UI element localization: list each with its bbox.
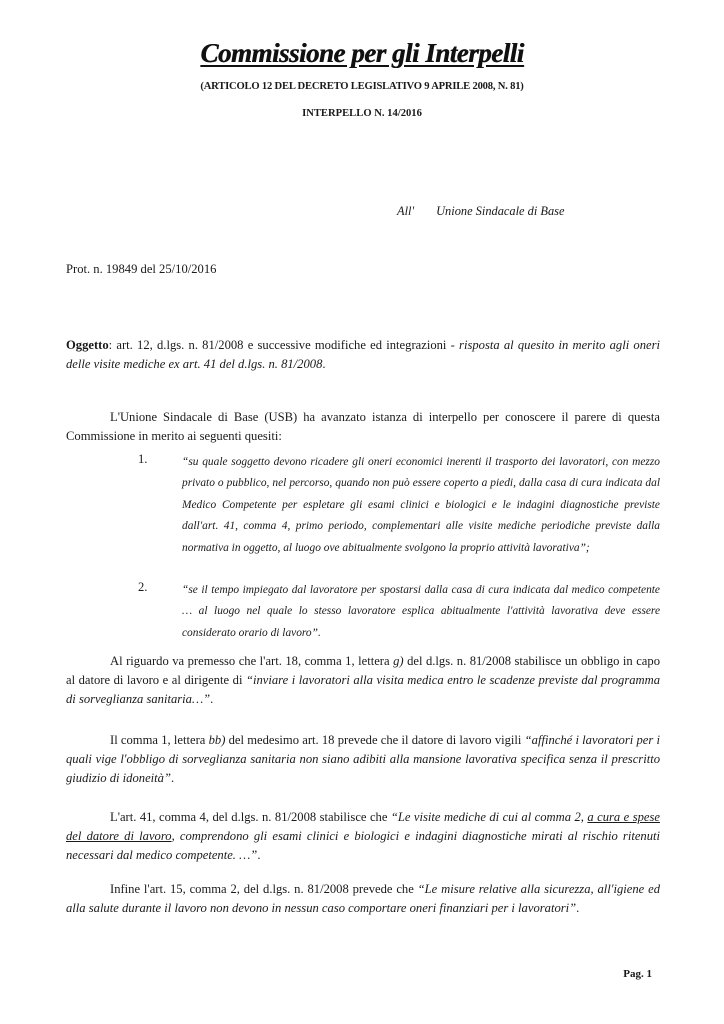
recipient <box>397 204 564 219</box>
subject-label: Oggetto <box>66 338 109 352</box>
interpello-number: INTERPELLO N. 14/2016 <box>302 108 422 119</box>
subject-italic: risposta al quesito in merito agli oneri delle visite mediche ex art. 41 del d.lgs. n. 81/2008 <box>66 338 660 371</box>
paragraph-art18-g: Al riguardo va premesso che l'art. 18, comma 1, lettera g) del d.lgs. n. 81/2008 stabilisce un obbligo in capo al datore di lavoro e al dirigente di “inviare i lavoratori alla visita medica entro le scadenze previste dal programma di sorveglianza sanitaria…”. <box>66 654 661 706</box>
question-text: “su quale soggetto devono ricadere gli oneri economici inerenti il trasporto dei lavoratori, con mezzo privato o pubblico, nel percorso, quando non può essere coperto a piedi, dalla casa di cura indicata dal Medico Competente per espletare gli esami clinici e biologici e le indagini diagnostiche previste dall'art. 41, comma 4, primo periodo, complementari alle visite mediche periodiche previste dalla normativa in oggetto, al luogo ove abitualmente svolgono la proprio attività lavorativa”; <box>182 456 660 554</box>
question-text: “se il tempo impiegato dal lavoratore per spostarsi dalla casa di cura indicata dal medico competente … al luogo nel quale lo stesso lavoratore esplica abitualmente l'attività lavorativa deve essere considerato orario di lavoro”. <box>182 584 660 639</box>
paragraph-art18-bb: Il comma 1, lettera bb) del medesimo art. 18 prevede che il datore di lavoro vigili “affinché i lavoratori per i quali vige l'obbligo di sorveglianza sanitaria non siano adibiti alla mansione lavorativa specifica senza il prescritto giudizio di idoneità”. <box>66 733 661 785</box>
subject-text: : art. 12, d.lgs. n. 81/2008 e successive modifiche ed integrazioni - <box>108 338 460 352</box>
recipient-name: Unione Sindacale di Base <box>436 204 565 218</box>
paragraph-art41: L'art. 41, comma 4, del d.lgs. n. 81/2008 stabilisce che “Le visite mediche di cui al comma 2, a cura e spese del datore di lavoro, comprendono gli esami clinici e biologici e indagini diagnostiche mirati al rischio ritenuti necessari dal medico competente. …”. <box>66 810 661 862</box>
page-number: Pag. 1 <box>623 968 652 980</box>
protocol-number: Prot. n. 19849 del 25/10/2016 <box>66 262 217 276</box>
intro-paragraph: L'Unione Sindacale di Base (USB) ha avanzato istanza di interpello per conoscere il parere di questa Commissione in merito ai seguenti quesiti: <box>66 410 660 443</box>
list-number: 2. <box>138 580 148 594</box>
commission-title: Commissione per gli Interpelli <box>200 38 524 68</box>
legal-reference: (ARTICOLO 12 DEL DECRETO LEGISLATIVO 9 APRILE 2008, N. 81) <box>200 81 524 92</box>
paragraph-art15: Infine l'art. 15, comma 2, del d.lgs. n. 81/2008 prevede che “Le misure relative alla sicurezza, all'igiene ed alla salute durante il lavoro non devono in nessun caso comportare oneri finanziari per i lavoratori”. <box>66 882 661 915</box>
list-number: 1. <box>138 452 148 466</box>
recipient-prefix: All' <box>397 204 415 218</box>
subject-paragraph: Oggetto: art. 12, d.lgs. n. 81/2008 e successive modifiche ed integrazioni - risposta al quesito in merito agli oneri delle visite mediche ex art. 41 del d.lgs. n. 81/2008. <box>66 338 660 371</box>
